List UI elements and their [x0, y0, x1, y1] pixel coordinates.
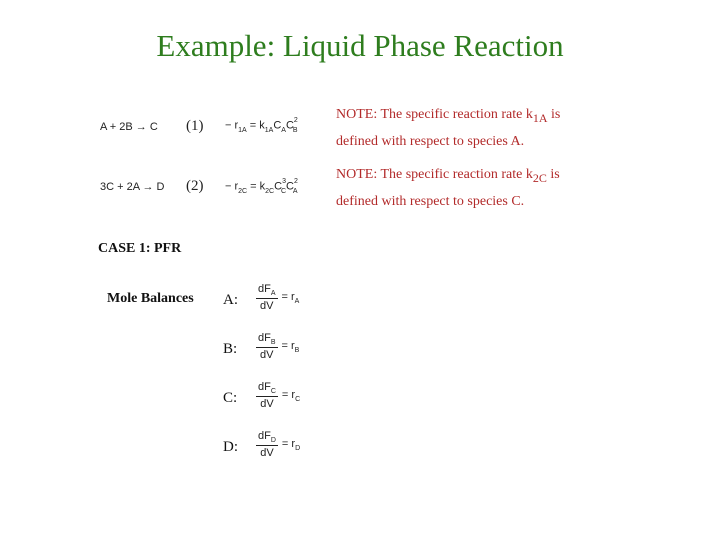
mole-balances-label: Mole Balances	[107, 291, 194, 306]
balance-a-label: A:	[223, 292, 238, 308]
reaction-2-rate-law: − $r_{2C} = k_{2C}C^3_CC^2_A$	[225, 178, 298, 195]
case-heading: CASE 1: PFR	[98, 241, 182, 256]
balance-b-equation: $\frac{dF_B}{dV}$ = $r_B$	[258, 332, 300, 362]
reaction-2-number: (2)	[186, 178, 204, 194]
balance-d-label: D:	[223, 439, 238, 455]
reaction-2-equation: 3C + 2A → D	[100, 181, 165, 193]
reaction-1-rate-law: − $r_{1A} = k_{1A}C_AC^2_B$	[225, 117, 298, 134]
reaction-1-equation: A + 2B → C	[100, 121, 158, 133]
slide-title: Example: Liquid Phase Reaction	[156, 28, 564, 63]
balance-a-equation: $\frac{dF_A}{dV}$ = $r_A$	[258, 283, 300, 313]
balance-c-label: C:	[223, 390, 238, 406]
reaction-1-number: (1)	[186, 118, 204, 134]
balance-d-equation: $\frac{dF_D}{dV}$ = $r_D$	[258, 430, 301, 460]
reaction-1-note: NOTE: The specific reaction rate $k_{1A}$ is defined with respect to species A.	[336, 107, 561, 149]
balance-b-label: B:	[223, 341, 238, 357]
reaction-2-note: NOTE: The specific reaction rate $k_{2C}$ is defined with respect to species C.	[336, 167, 560, 209]
balance-c-equation: $\frac{dF_C}{dV}$ = $r_C$	[258, 381, 301, 411]
